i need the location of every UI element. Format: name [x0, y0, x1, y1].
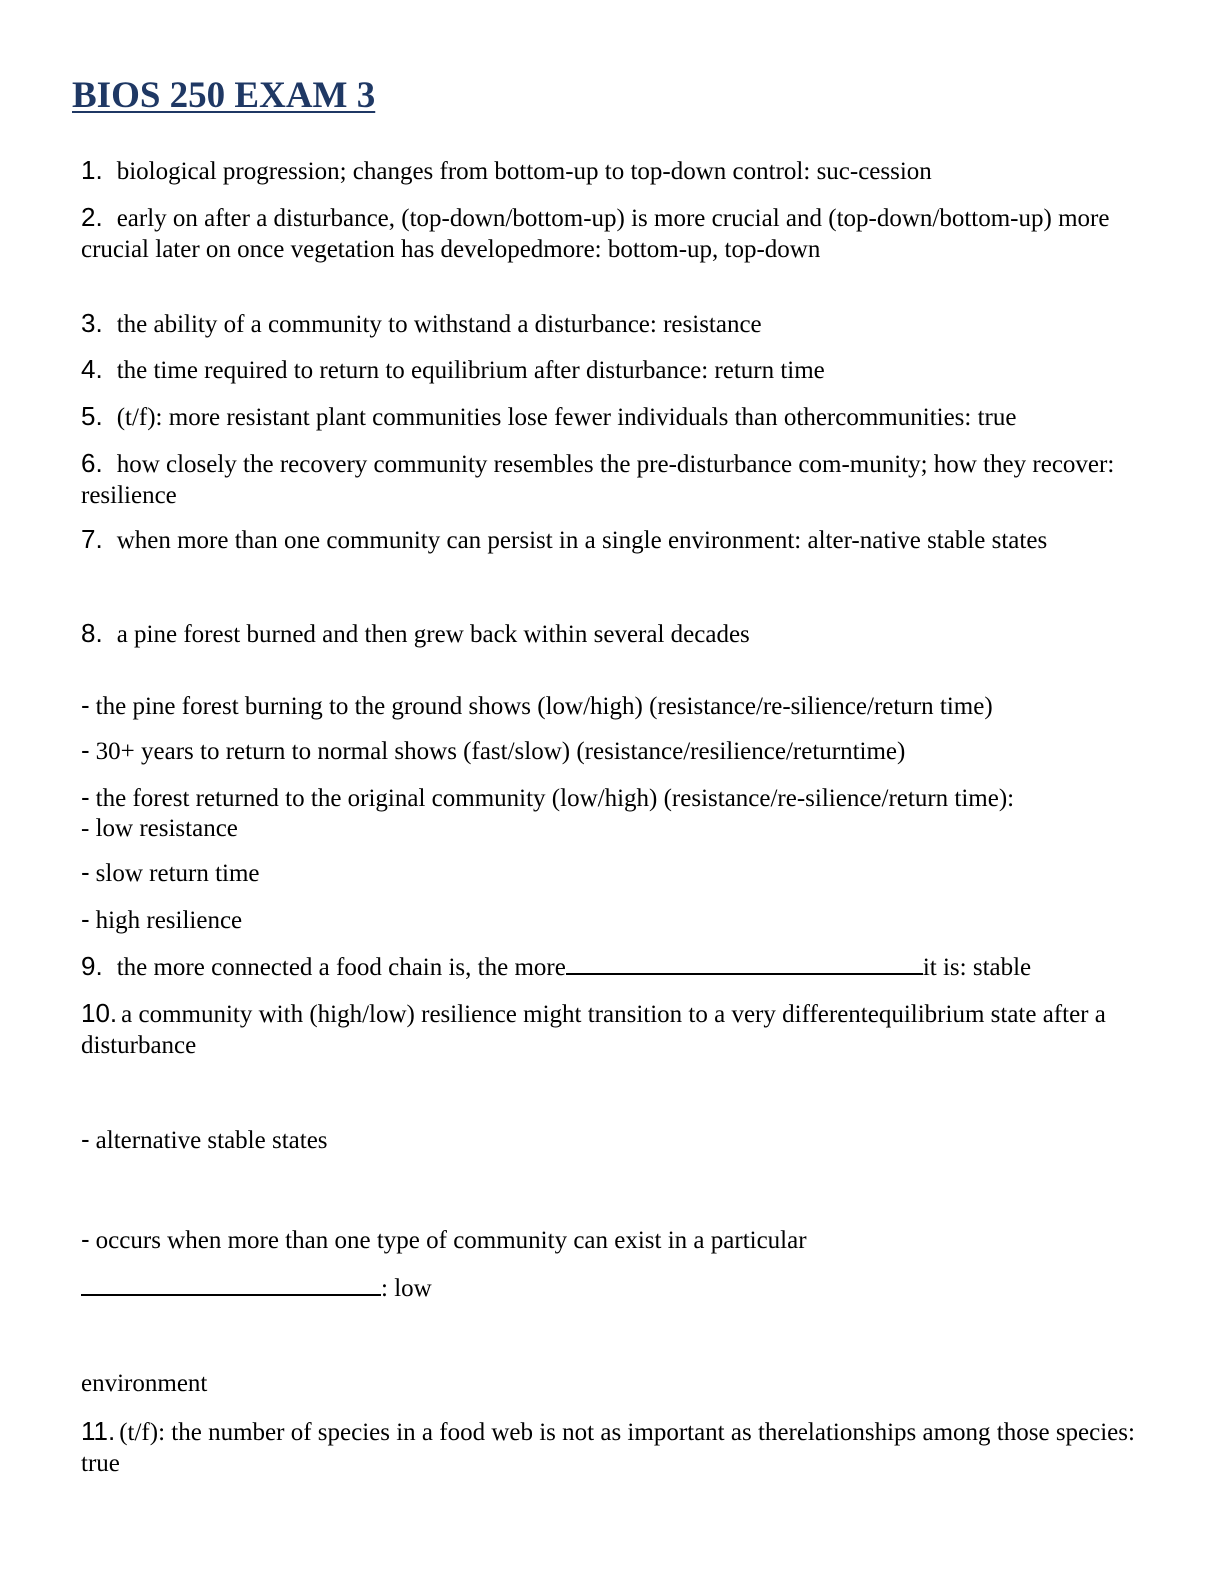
question-text-after: it is: stable — [922, 954, 1032, 981]
question-number: 5. — [81, 401, 103, 431]
question-text: the ability of a community to withstand a disturbance: resistance — [116, 311, 762, 338]
q8-answer — [81, 904, 1151, 936]
sub-item-text: 30+ years to return to normal shows (fast/slow) (resistance/resilience/returntime) — [95, 738, 906, 765]
sub-item-text: occurs when more than one type of community can exist in a particular — [95, 1227, 807, 1254]
question-10 — [81, 998, 1151, 1061]
sub-item-text: the forest returned to the original community (low/high) (resistance/re-silience/return time): — [95, 785, 1015, 812]
sub-item-text: alternative stable states — [95, 1127, 328, 1154]
question-number: 8. — [81, 618, 103, 648]
q10-sub-item — [81, 1224, 1151, 1256]
q8-answer: - low resistance — [81, 815, 238, 842]
dash-marker: - — [81, 735, 90, 765]
question-5 — [81, 401, 1181, 433]
answer-text: slow return time — [95, 860, 260, 887]
question-text: (t/f): the number of species in a food web is not as important as therelationships among those species: true — [81, 1419, 1135, 1477]
page-title: BIOS 250 EXAM 3 — [72, 75, 376, 116]
q10-sub-item — [81, 1124, 1151, 1156]
q8-answer — [81, 857, 1151, 889]
dash-marker: - — [81, 690, 90, 720]
question-number: 2. — [81, 202, 103, 232]
question-11 — [81, 1416, 1151, 1479]
fill-in-blank — [566, 951, 923, 975]
question-number: 10. — [81, 998, 118, 1028]
q8-sub-item — [81, 782, 1151, 814]
dash-marker: - — [81, 1124, 90, 1154]
question-number: 4. — [81, 354, 103, 384]
question-7 — [81, 524, 1151, 556]
question-text: how closely the recovery community resembles the pre-disturbance com-munity; how they recover: resilience — [81, 451, 1115, 509]
question-2 — [81, 202, 1151, 265]
answer-text: high resilience — [95, 907, 243, 934]
question-4 — [81, 354, 1151, 386]
question-8 — [81, 618, 1151, 650]
question-text-before: the more connected a food chain is, the more — [116, 954, 566, 981]
blank-answer: : low — [381, 1275, 432, 1302]
question-number: 9. — [81, 951, 103, 981]
question-text: early on after a disturbance, (top-down/bottom-up) is more crucial and (top-down/bottom-up) more crucial later on once vegetation has developedmore: bottom-up, top-down — [81, 205, 1110, 263]
dash-marker: - — [81, 782, 90, 812]
dash-marker: - — [81, 857, 90, 887]
sub-item-text: the pine forest burning to the ground shows (low/high) (resistance/re-silience/return time) — [95, 693, 993, 720]
question-number: 7. — [81, 524, 103, 554]
q10-tail: environment — [81, 1370, 208, 1397]
fill-in-blank — [81, 1272, 381, 1296]
dash-marker: - — [81, 904, 90, 934]
question-text: the time required to return to equilibrium after disturbance: return time — [116, 357, 825, 384]
question-text: a community with (high/low) resilience might transition to a very differentequilibrium state after a disturbance — [81, 1001, 1106, 1059]
question-text: a pine forest burned and then grew back within several decades — [116, 621, 750, 648]
question-text: when more than one community can persist in a single environment: alter-native stable states — [116, 527, 1048, 554]
question-number: 11. — [81, 1416, 116, 1446]
question-number: 1. — [81, 155, 103, 185]
question-text: biological progression; changes from bottom-up to top-down control: suc-cession — [116, 158, 932, 185]
question-6 — [81, 448, 1151, 511]
dash-marker: - — [81, 1224, 90, 1254]
question-number: 6. — [81, 448, 103, 478]
question-text: (t/f): more resistant plant communities lose fewer individuals than othercommunities: true — [116, 404, 1017, 431]
q8-sub-item — [81, 690, 1151, 722]
question-1 — [81, 155, 1151, 187]
q10-blank-line — [81, 1272, 1151, 1304]
q8-sub-item — [81, 735, 1151, 767]
question-3 — [81, 308, 1151, 340]
question-9 — [81, 951, 1151, 983]
question-number: 3. — [81, 308, 103, 338]
